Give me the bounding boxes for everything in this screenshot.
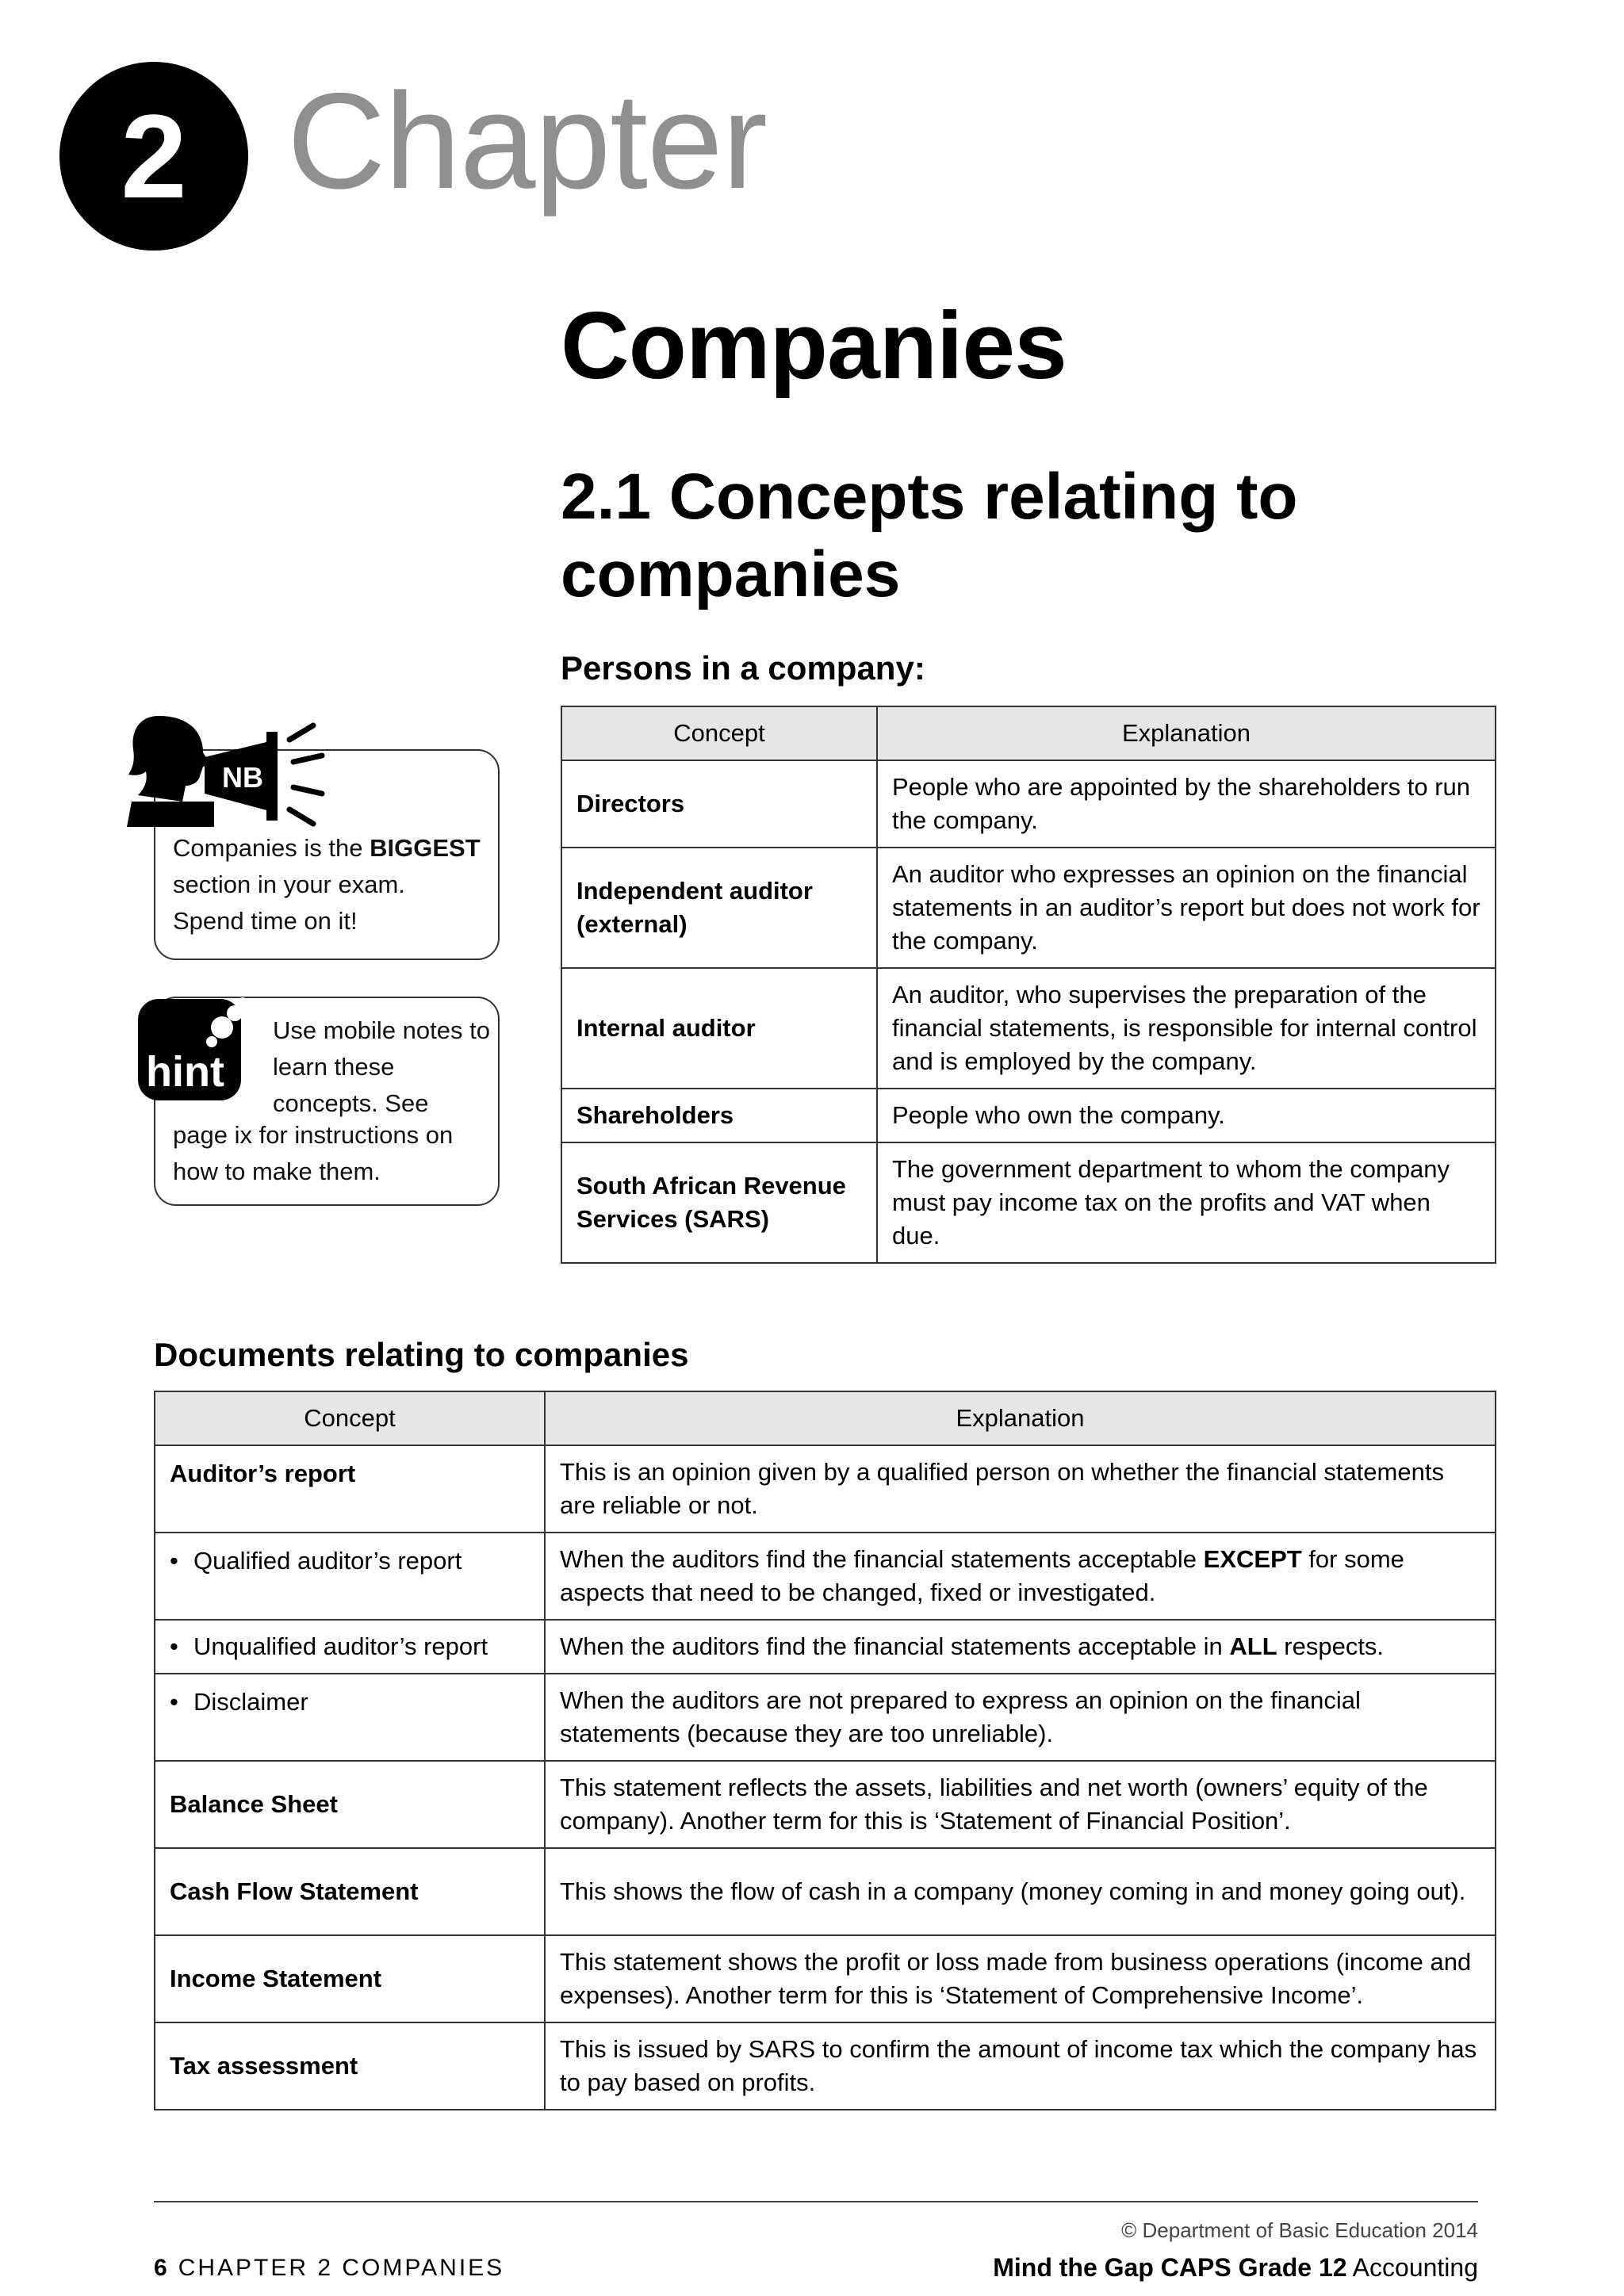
concept-cell: South African Revenue Services (SARS): [561, 1142, 877, 1263]
table-header-row: [561, 706, 1496, 760]
footer-divider: [154, 2201, 1478, 2202]
bullet-icon: •: [170, 1632, 178, 1660]
table-row: [155, 1674, 1496, 1761]
explanation-cell: People who are appointed by the shareholders to run the company.: [877, 760, 1496, 848]
concept-cell: • Qualified auditor’s report: [155, 1533, 545, 1620]
svg-text:NB: NB: [222, 761, 263, 794]
concept-cell: Independent auditor (external): [561, 848, 877, 968]
table-row: [155, 1935, 1496, 2022]
explanation-cell: When the auditors find the financial statements acceptable EXCEPT for some aspects that need to be changed, fixed or investigated.: [545, 1533, 1496, 1620]
explanation-cell: This statement reflects the assets, liabilities and net worth (owners’ equity of the company). Another term for this is ‘Statement of Financial Position’.: [545, 1761, 1496, 1848]
chapter-number-badge: [59, 62, 248, 251]
explanation-cell: An auditor who expresses an opinion on the financial statements in an auditor’s report but does not work for the company.: [877, 848, 1496, 968]
footer-chapter: [154, 2255, 504, 2282]
chapter-number: 2: [121, 90, 187, 223]
column-header: Concept: [561, 706, 877, 760]
documents-heading: Documents relating to companies: [154, 1336, 689, 1373]
table-row: [155, 1445, 1496, 1533]
explanation-cell: This is an opinion given by a qualified person on whether the financial statements are reliable or not.: [545, 1445, 1496, 1533]
table-row: [155, 1533, 1496, 1620]
explanation-cell: When the auditors find the financial statements acceptable in ALL respects.: [545, 1620, 1496, 1674]
table-row: [561, 760, 1496, 848]
nb-note-line2: Spend time on it!: [173, 907, 358, 935]
hint-note-text-bottom: page ix for instructions on how to make them.: [173, 1121, 454, 1185]
nb-note-text: Companies is the BIGGEST section in your exam. Spend time on it!: [173, 834, 481, 935]
page-title: Companies: [561, 293, 1067, 399]
concept-cell: Income Statement: [155, 1935, 545, 2022]
column-header: Explanation: [545, 1391, 1496, 1445]
explanation-cell: This statement shows the profit or loss made from business operations (income and expenses). Another term for this is ‘Statement of Comprehensive Income’.: [545, 1935, 1496, 2022]
copyright-notice: © Department of Basic Education 2014: [1121, 2218, 1478, 2242]
table-row: [561, 1142, 1496, 1263]
concept-cell: Shareholders: [561, 1089, 877, 1142]
column-header: Explanation: [877, 706, 1496, 760]
concept-cell: Balance Sheet: [155, 1761, 545, 1848]
explanation-cell: This shows the flow of cash in a company (money coming in and money going out).: [545, 1848, 1496, 1935]
concept-cell: Internal auditor: [561, 968, 877, 1089]
table-header-row: [155, 1391, 1496, 1445]
persons-heading: Persons in a company:: [561, 649, 925, 687]
table-row: [561, 848, 1496, 968]
bullet-icon: •: [170, 1547, 178, 1575]
table-row: [155, 1620, 1496, 1674]
column-header: Concept: [155, 1391, 545, 1445]
bullet-icon: •: [170, 1688, 178, 1716]
concept-cell: Directors: [561, 760, 877, 848]
explanation-cell: An auditor, who supervises the preparation of the financial statements, is responsible for internal control and is employed by the company.: [877, 968, 1496, 1089]
hint-note-text-right: Use mobile notes to learn these concepts. See: [273, 1016, 490, 1117]
table-row: [155, 1761, 1496, 1848]
chapter-label: Chapter: [287, 65, 767, 217]
documents-table: [154, 1391, 1496, 2110]
table-row: [561, 968, 1496, 1089]
concept-cell: • Unqualified auditor’s report: [155, 1620, 545, 1674]
megaphone-nb-icon: [127, 708, 357, 831]
explanation-cell: When the auditors are not prepared to express an opinion on the financial statements (because they are too unreliable).: [545, 1674, 1496, 1761]
table-row: [561, 1089, 1496, 1142]
explanation-cell: People who own the company.: [877, 1089, 1496, 1142]
footer-chapter-label: CHAPTER 2 COMPANIES: [178, 2255, 505, 2281]
page-number: 6: [154, 2255, 167, 2281]
table-row: [155, 2022, 1496, 2110]
concept-cell: • Disclaimer: [155, 1674, 545, 1761]
explanation-cell: This is issued by SARS to confirm the amount of income tax which the company has to pay based on profits.: [545, 2022, 1496, 2110]
concept-cell: Auditor’s report: [155, 1445, 545, 1533]
persons-table: [561, 706, 1496, 1264]
concept-cell: Tax assessment: [155, 2022, 545, 2110]
explanation-cell: The government department to whom the company must pay income tax on the profits and VAT when due.: [877, 1142, 1496, 1263]
hint-bubble-icon: [136, 997, 263, 1112]
concept-cell: Cash Flow Statement: [155, 1848, 545, 1935]
footer-book-title: Mind the Gap CAPS Grade 12 Accounting: [993, 2253, 1478, 2282]
section-title: 2.1 Concepts relating to companies: [561, 461, 1298, 610]
svg-text:hint: hint: [146, 1048, 224, 1096]
table-row: [155, 1848, 1496, 1935]
